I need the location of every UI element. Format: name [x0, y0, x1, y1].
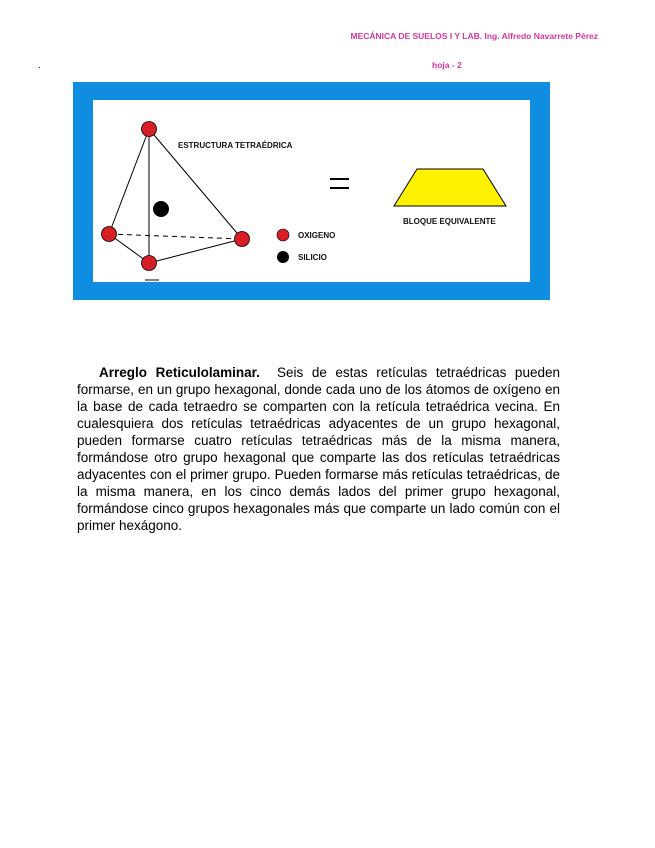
edge-front-right — [149, 239, 242, 263]
page-header: MECÁNICA DE SUELOS I Y LAB. Ing. Alfredo Navarrete Pérez — [350, 31, 598, 41]
figure-panel — [93, 100, 530, 282]
paragraph-text: Seis de estas retículas tetraédricas pueden formarse, en un grupo hexagonal, donde cada uno de los átomos de oxígeno en la base de cada tetraedro se comparten con la retícula tetraédrica vecina. En cualesquiera dos retículas tetraédricas adyacentes de un grupo hexagonal, pueden formarse cuatro retículas tetraédricas más de la misma manera, formándose otro grupo hexagonal que comparte las dos retículas tetraédricas adyacentes con el primer grupo. Pueden formarse más retículas tetraédricas, de la misma manera, en los cinco demás lados del primer grupo hexagonal, formándose cinco grupos hexagonales más que comparte un lado común con el primer hexágono. — [77, 365, 560, 533]
paragraph-heading: Arreglo Reticulolaminar. — [99, 365, 260, 380]
oxygen-legend-label: OXIGENO — [298, 231, 336, 240]
oxygen-atom-right — [235, 232, 250, 247]
equals-sign-top — [330, 178, 349, 180]
structure-label: ESTRUCTURA TETRAÉDRICA — [178, 141, 293, 150]
stray-mark: . — [38, 60, 41, 71]
oxygen-atom-apex — [142, 122, 157, 137]
tetrahedral-structure-figure — [73, 82, 550, 300]
equivalent-block-label: BLOQUE EQUIVALENTE — [403, 217, 496, 226]
page-number: hoja - 2 — [432, 60, 462, 70]
edge-apex-left — [109, 129, 149, 234]
body-paragraph — [77, 364, 560, 534]
edge-left-right-hidden — [109, 234, 242, 239]
silicon-legend-label: SILICIO — [298, 253, 327, 262]
equals-sign-bottom — [330, 187, 349, 189]
silicon-legend-icon — [277, 251, 289, 263]
oxygen-legend-icon — [277, 229, 289, 241]
oxygen-atom-front — [142, 256, 157, 271]
oxygen-atom-left — [102, 227, 117, 242]
equivalent-block-shape — [394, 169, 506, 206]
silicon-atom — [153, 201, 169, 217]
